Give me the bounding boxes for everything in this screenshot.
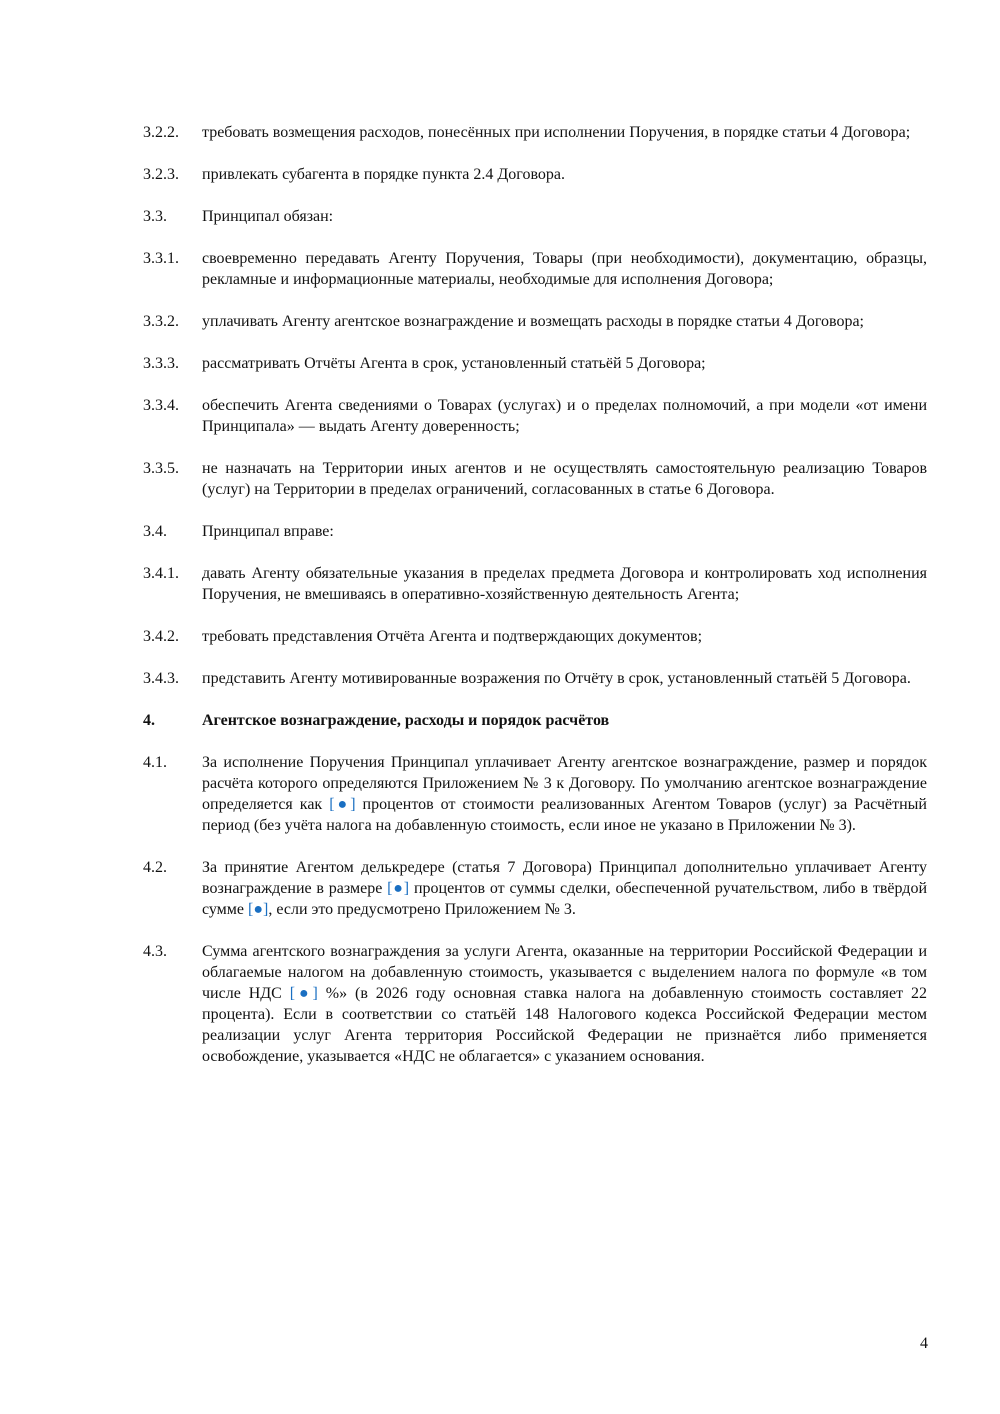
clause-3-3 [143, 206, 927, 227]
clause-number: 3.3.2. [143, 313, 179, 330]
clause-4-2 [143, 857, 927, 920]
clause-text [202, 752, 927, 836]
text-segment: , если это предусмотрено Приложением № 3. [268, 901, 576, 918]
placeholder-field: [●] [248, 901, 269, 918]
clause-number: 3.3. [143, 208, 167, 225]
clause-3-4 [143, 521, 927, 542]
clause-number: 3.4.1. [143, 565, 179, 582]
placeholder-field: [●] [289, 985, 318, 1002]
clause-3-2-2 [143, 122, 927, 143]
clause-text: своевременно передавать Агенту Поручения, Товары (при необходимости), документацию, образцы, рекламные и информационные материалы, необходимые для исполнения Договора; [202, 250, 927, 288]
text-segment: За исполнение Поручения Принципал уплачивает Агенту агентское вознаграждение, размер и порядок расчёта которого определяются Приложением № 3 к Договору. По умолчанию агентское вознаграждение определяется как [202, 754, 927, 813]
clause-3-4-2 [143, 626, 927, 647]
clause-number: 4.1. [143, 754, 167, 771]
clause-3-2-3 [143, 164, 927, 185]
clause-number: 3.3.5. [143, 460, 179, 477]
text-segment: %» (в 2026 году основная ставка налога на добавленную стоимость составляет 22 процента). Если в соответствии со статьёй 148 Налогового кодекса Российской Федерации местом реализации услуг Агента территория Российской Федерации не признаётся либо применяется освобождение, указывается «НДС не облагается» с указанием основания. [202, 985, 928, 1065]
text-segment: Сумма агентского вознаграждения за услуги Агента, оказанные на территории Российской Федерации и облагаемые налогом на добавленную стоимость, указывается с выделением налога по формуле «в том числе НДС [202, 943, 927, 1002]
clause-3-3-2 [143, 311, 927, 332]
clause-number: 3.3.3. [143, 355, 179, 372]
clause-text [202, 857, 927, 920]
clause-number: 3.2.2. [143, 124, 179, 141]
clause-text: обеспечить Агента сведениями о Товарах (услугах) и о пределах полномочий, а при модели «от имени Принципала» — выдать Агенту доверенность; [202, 397, 927, 435]
text-segment: За принятие Агентом делькредере (статья 7 Договора) Принципал дополнительно уплачивает Агенту вознаграждение в размере [202, 859, 927, 897]
section-title: Агентское вознаграждение, расходы и порядок расчётов [202, 712, 610, 729]
clause-text: рассматривать Отчёты Агента в срок, установленный статьёй 5 Договора; [202, 355, 706, 372]
clause-3-4-1 [143, 563, 927, 605]
clause-4-1 [143, 752, 927, 836]
clause-number: 3.3.4. [143, 397, 179, 414]
clause-text: не назначать на Территории иных агентов и не осуществлять самостоятельную реализацию Товаров (услуг) на Территории в пределах ограничений, согласованных в статье 6 Договора. [202, 460, 927, 498]
clause-text: требовать возмещения расходов, понесённых при исполнении Поручения, в порядке статьи 4 Договора; [202, 124, 911, 141]
placeholder-field: [●] [329, 796, 356, 813]
clause-text: Принципал вправе: [202, 523, 334, 540]
clause-number: 4.3. [143, 943, 167, 960]
section-number: 4. [143, 712, 155, 729]
clause-text: уплачивать Агенту агентское вознаграждение и возмещать расходы в порядке статьи 4 Договора; [202, 313, 864, 330]
clause-3-3-4 [143, 395, 927, 437]
clause-3-3-3 [143, 353, 927, 374]
section-heading-4 [143, 710, 927, 731]
clause-text: требовать представления Отчёта Агента и подтверждающих документов; [202, 628, 703, 645]
clause-text: давать Агенту обязательные указания в пределах предмета Договора и контролировать ход исполнения Поручения, не вмешиваясь в оперативно-хозяйственную деятельность Агента; [202, 565, 927, 603]
clause-text: Принципал обязан: [202, 208, 334, 225]
clause-3-3-1 [143, 248, 927, 290]
clause-number: 4.2. [143, 859, 167, 876]
clause-number: 3.4. [143, 523, 167, 540]
clause-number: 3.3.1. [143, 250, 179, 267]
page-number: 4 [920, 1335, 928, 1352]
clause-number: 3.4.3. [143, 670, 179, 687]
text-segment: процентов от суммы сделки, обеспеченной ручательством, либо в твёрдой сумме [202, 880, 928, 918]
placeholder-field: [●] [387, 880, 410, 897]
clause-4-3 [143, 941, 927, 1067]
text-segment: процентов от стоимости реализованных Агентом Товаров (услуг) за Расчётный период (без учёта налога на добавленную стоимость, если иное не указано в Приложении № 3). [202, 796, 927, 834]
clause-text: привлекать субагента в порядке пункта 2.4 Договора. [202, 166, 565, 183]
clause-text [202, 941, 927, 1067]
clause-number: 3.4.2. [143, 628, 179, 645]
document-body [143, 122, 927, 1088]
clause-3-4-3 [143, 668, 927, 689]
clause-3-3-5 [143, 458, 927, 500]
clause-text: представить Агенту мотивированные возражения по Отчёту в срок, установленный статьёй 5 Договора. [202, 670, 911, 687]
clause-number: 3.2.3. [143, 166, 179, 183]
